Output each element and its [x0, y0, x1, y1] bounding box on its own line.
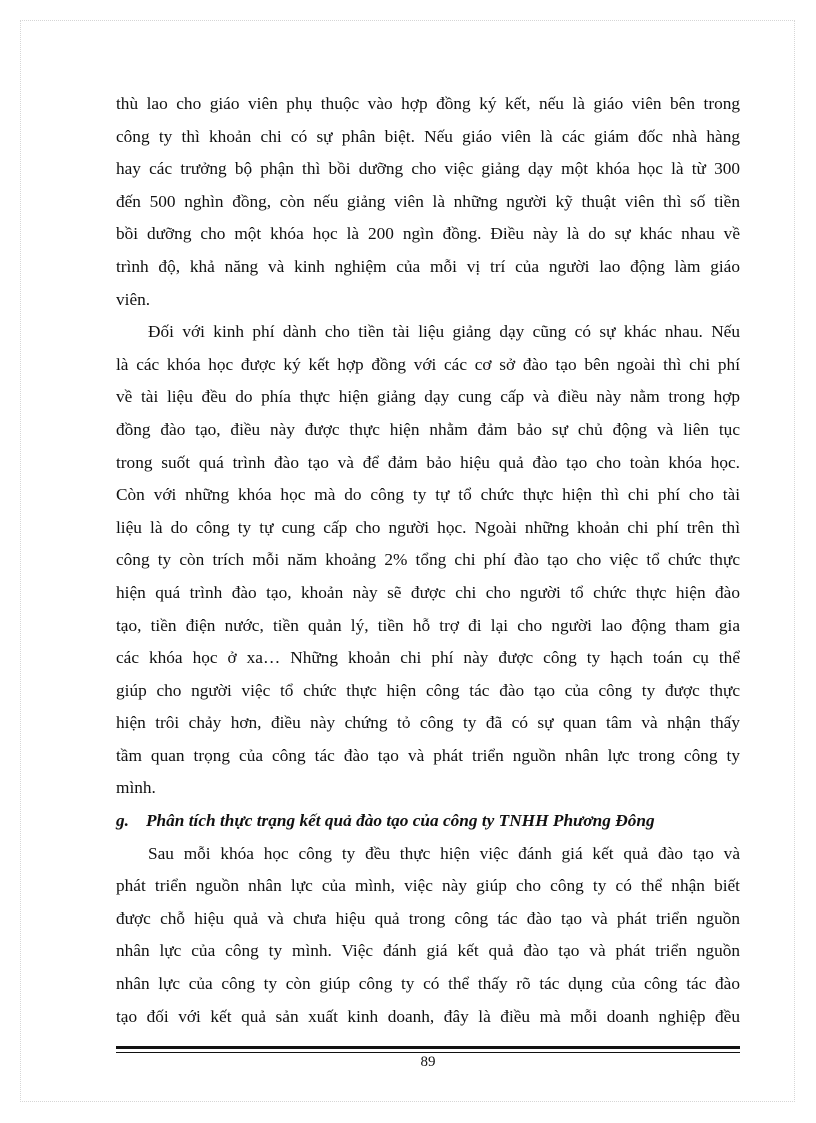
- text-line: đồng đào tạo, điều này được thực hiện nhằm đảm bảo sự chủ động và liên tục: [116, 419, 740, 439]
- document-body: [116, 88, 740, 1033]
- text-line: công ty còn trích mỗi năm khoảng 2% tổng chi phí đào tạo cho việc tổ chức thực: [116, 550, 740, 570]
- paragraph-1: [116, 88, 740, 316]
- text-line: bồi dưỡng cho một khóa học là 200 ngìn đồng. Điều này là do sự khác nhau về: [116, 224, 740, 244]
- text-line: là các khóa học được ký kết hợp đồng với các cơ sở đào tạo bên ngoài thì chi phí: [116, 354, 740, 374]
- text-line: các khóa học ở xa… Những khoản chi phí này được công ty hạch toán cụ thể: [116, 648, 740, 668]
- paragraph-3: [116, 838, 740, 1034]
- text-line: hiện trôi chảy hơn, điều này chứng tỏ công ty đã có sự quan tâm và nhận thấy: [116, 713, 740, 733]
- text-line: tạo đối với kết quả sản xuất kinh doanh, đây là điều mà mỗi doanh nghiệp đều: [116, 1006, 740, 1026]
- text-line: đến 500 nghìn đồng, còn nếu giảng viên là những người kỹ thuật viên thì số tiền: [116, 191, 740, 211]
- text-line: Đối với kinh phí dành cho tiền tài liệu giảng dạy cũng có sự khác nhau. Nếu: [148, 322, 740, 342]
- section-title: Phân tích thực trạng kết quả đào tạo của công ty TNHH Phương Đông: [146, 811, 655, 831]
- page-number: 89: [420, 1054, 436, 1070]
- text-line: nhân lực của công ty mình. Việc đánh giá kết quả đào tạo và phát triển nguồn: [116, 941, 740, 961]
- section-heading: [116, 805, 740, 838]
- text-line: hay các trưởng bộ phận thì bồi dưỡng cho việc giảng dạy một khóa học là từ 300: [116, 159, 740, 179]
- section-number: g.: [116, 811, 129, 831]
- text-line: Sau mỗi khóa học công ty đều thực hiện việc đánh giá kết quả đào tạo và: [148, 843, 740, 863]
- text-line: tầm quan trọng của công tác đào tạo và phát triển nguồn nhân lực trong công ty: [116, 745, 740, 765]
- footer-rule: [116, 1046, 740, 1051]
- text-line: trình độ, khả năng và kinh nghiệm của mỗi vị trí của người lao động làm giáo: [116, 256, 740, 276]
- text-line: nhân lực của công ty còn giúp công ty có thể thấy rõ tác dụng của công tác đào: [116, 974, 740, 994]
- text-line: thù lao cho giáo viên phụ thuộc vào hợp đồng ký kết, nếu là giáo viên bên trong: [116, 94, 740, 113]
- paragraph-2: [116, 316, 740, 805]
- text-line: phát triển nguồn nhân lực của mình, việc này giúp cho công ty có thể nhận biết: [116, 876, 740, 896]
- text-line: tạo, tiền điện nước, tiền quản lý, tiền hỗ trợ đi lại cho người lao động tham gia: [116, 615, 740, 635]
- text-line: giúp cho người việc tổ chức thực hiện công tác đào tạo của công ty được thực: [116, 680, 740, 700]
- text-line: Còn với những khóa học mà do công ty tự tổ chức thực hiện thì chi phí cho tài: [116, 485, 740, 505]
- text-line: mình.: [116, 778, 156, 798]
- text-line: về tài liệu đều do phía thực hiện giảng dạy cung cấp và điều này nằm trong hợp: [116, 387, 740, 407]
- text-line: viên.: [116, 289, 151, 309]
- text-line: liệu là do công ty tự cung cấp cho người học. Ngoài những khoản chi phí trên thì: [116, 517, 740, 537]
- text-line: trong suốt quá trình đào tạo và để đảm bảo hiệu quả đào tạo cho toàn khóa học.: [116, 452, 740, 472]
- text-line: được chỗ hiệu quả và chưa hiệu quả trong công tác đào tạo và phát triển nguồn: [116, 908, 740, 928]
- text-line: hiện quá trình đào tạo, khoản này sẽ được chi cho người tổ chức thực hiện đào: [116, 582, 740, 602]
- text-line: công ty thì khoản chi có sự phân biệt. Nếu giáo viên là các giám đốc nhà hàng: [116, 126, 740, 146]
